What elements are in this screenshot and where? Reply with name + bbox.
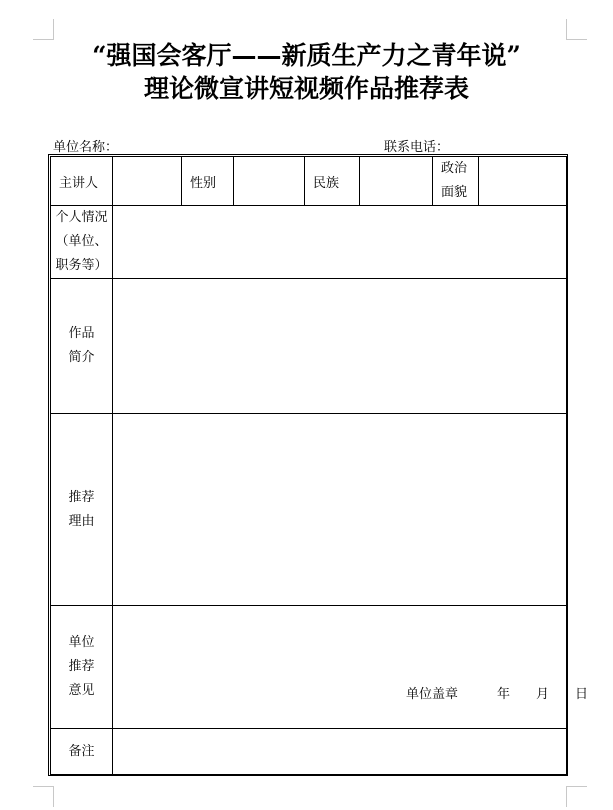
- unit-opinion-label-cell: [51, 606, 113, 729]
- work-intro-label-cell: [51, 279, 113, 414]
- unit-opinion-label-line-2: 推荐: [68, 659, 95, 674]
- page-corner-mark-top-left: [33, 19, 54, 40]
- page-title-line-2: 理论微宣讲短视频作品推荐表: [143, 74, 469, 103]
- personal-info-label-line-3: 职务等）: [55, 258, 108, 273]
- page-corner-mark-bottom-left: [33, 786, 54, 807]
- basic-info-row: [51, 157, 567, 206]
- unit-stamp-date-line: 单位盖章 年 月 日: [406, 687, 589, 702]
- gender-label-cell: [182, 157, 234, 206]
- remarks-label-cell: [51, 729, 113, 775]
- page-corner-mark-top-right: [566, 19, 587, 40]
- work-intro-value-field[interactable]: [113, 279, 567, 414]
- speaker-label: 主讲人: [59, 175, 99, 191]
- work-intro-label-line-2: 简介: [68, 350, 95, 365]
- political-status-label-cell: [433, 157, 479, 206]
- political-status-label-line-1: 政治: [441, 161, 468, 176]
- work-intro-row: [51, 279, 567, 414]
- unit-opinion-row: [51, 606, 567, 729]
- remarks-value-field[interactable]: [113, 729, 567, 775]
- recommendation-form-table: [50, 156, 589, 775]
- remarks-label: 备注: [68, 743, 95, 759]
- unit-opinion-label-line-1: 单位: [68, 635, 95, 650]
- recommend-reason-label-line-2: 理由: [68, 513, 95, 529]
- political-status-label-line-2: 面貌: [441, 185, 468, 200]
- remarks-row: [51, 729, 567, 775]
- gender-label: 性别: [190, 175, 217, 191]
- work-intro-label-line-1: 作品: [68, 326, 95, 341]
- speaker-label-cell: [51, 157, 113, 206]
- gender-value-field[interactable]: [234, 157, 305, 206]
- ethnicity-label: 民族: [313, 175, 340, 191]
- personal-info-label-line-2: （单位、: [55, 234, 108, 249]
- unit-opinion-label-line-3: 意见: [68, 683, 95, 698]
- personal-info-value-field[interactable]: [113, 206, 567, 279]
- recommend-reason-label-cell: [51, 414, 113, 606]
- ethnicity-value-field[interactable]: [360, 157, 433, 206]
- recommend-reason-value-field[interactable]: [113, 414, 567, 606]
- political-status-value-field[interactable]: [479, 157, 567, 206]
- page-corner-mark-bottom-right: [566, 786, 587, 807]
- personal-info-label-line-1: 个人情况: [55, 210, 108, 225]
- unit-name-label: 单位名称：: [53, 140, 119, 155]
- recommend-reason-row: [51, 414, 567, 606]
- ethnicity-label-cell: [305, 157, 360, 206]
- phone-label: 联系电话：: [384, 140, 450, 155]
- personal-info-row: [51, 206, 567, 279]
- recommend-reason-label-line-1: 推荐: [68, 489, 95, 505]
- personal-info-label-cell: [51, 206, 113, 279]
- speaker-value-field[interactable]: [113, 157, 182, 206]
- page-title-line-1: “强国会客厅——新质生产力之青年说”: [92, 41, 521, 70]
- unit-opinion-value-field[interactable]: [113, 606, 589, 729]
